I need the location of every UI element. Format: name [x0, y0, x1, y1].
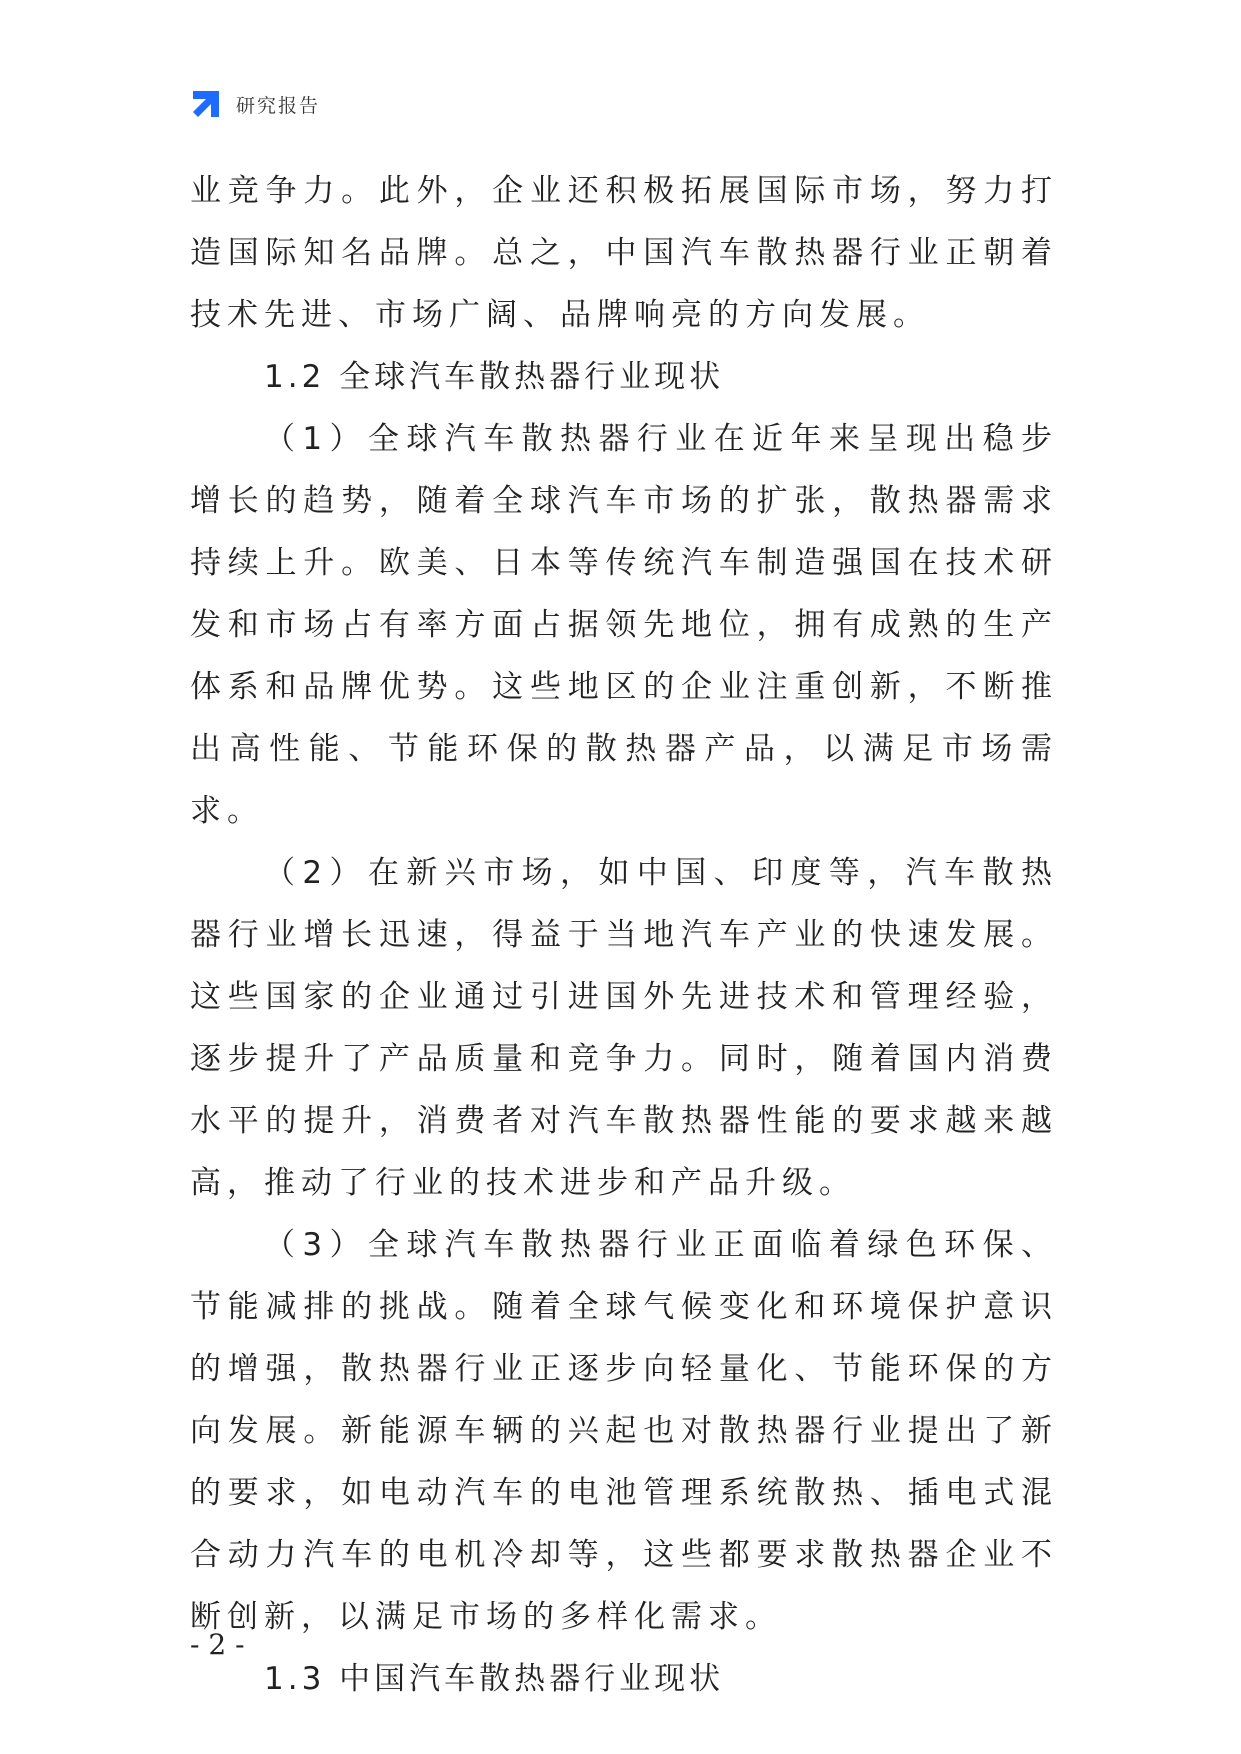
page-header: [190, 88, 320, 120]
section-heading-1-2: 1.2 全球汽车散热器行业现状: [264, 359, 725, 395]
paragraph-continuation: 业竞争力。此外，企业还积极拓展国际市场，努力打造国际知名品牌。总之，中国汽车散热器行业正朝着技术先进、市场广阔、品牌响亮的方向发展。: [190, 173, 1058, 333]
paragraph-2: （2）在新兴市场，如中国、印度等，汽车散热器行业增长迅速，得益于当地汽车产业的快速发展。这些国家的企业通过引进国外先进技术和管理经验，逐步提升了产品质量和竞争力。同时，随着国内消费水平的提升，消费者对汽车散热器性能的要求越来越高，推动了行业的技术进步和产品升级。: [190, 855, 1058, 1201]
paragraph-1: （1）全球汽车散热器行业在近年来呈现出稳步增长的趋势，随着全球汽车市场的扩张，散热器需求持续上升。欧美、日本等传统汽车制造强国在技术研发和市场占有率方面占据领先地位，拥有成熟的生产体系和品牌优势。这些地区的企业注重创新，不断推出高性能、节能环保的散热器产品，以满足市场需求。: [190, 421, 1058, 829]
arrow-up-right-icon: [190, 88, 222, 120]
page-number: - 2 -: [190, 1628, 245, 1661]
header-title: 研究报告: [236, 94, 321, 117]
document-body: [190, 160, 1058, 1710]
paragraph-3: （3）全球汽车散热器行业正面临着绿色环保、节能减排的挑战。随着全球气候变化和环境保护意识的增强，散热器行业正逐步向轻量化、节能环保的方向发展。新能源车辆的兴起也对散热器行业提出了新的要求，如电动汽车的电池管理系统散热、插电式混合动力汽车的电机冷却等，这些都要求散热器企业不断创新，以满足市场的多样化需求。: [190, 1227, 1058, 1635]
section-heading-1-3: 1.3 中国汽车散热器行业现状: [264, 1661, 725, 1697]
